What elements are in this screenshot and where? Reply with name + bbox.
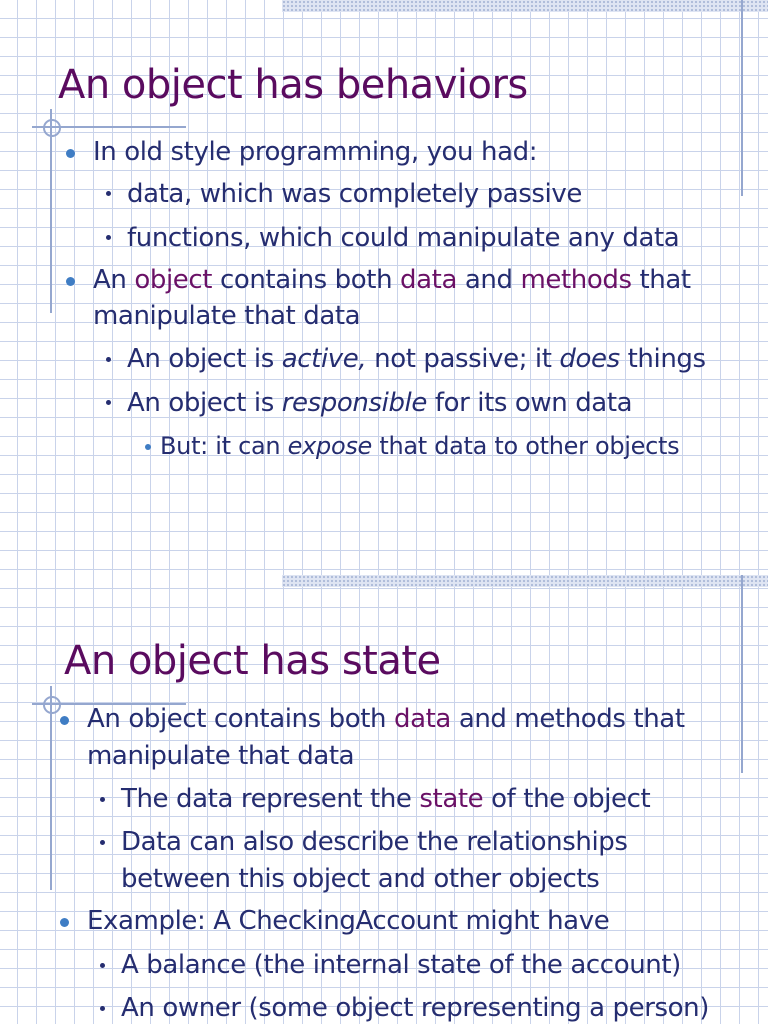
text-segment: and methods that: [450, 704, 685, 734]
slide-title: An object has behaviors: [58, 62, 528, 108]
slide-behaviors: [0, 0, 768, 510]
keyword-methods: methods: [520, 265, 632, 295]
sub-bullet-item: data, which was completely passive: [127, 179, 582, 209]
decorative-top-band: [282, 575, 768, 587]
sub-bullet-dot-icon: [106, 235, 111, 240]
sub-bullet-item: An owner (some object representing a person): [121, 993, 709, 1023]
bullet-dot-icon: [66, 277, 75, 286]
text-segment: But: it can: [160, 432, 288, 460]
sub-bullet-dot-icon: [100, 797, 105, 802]
sub-bullet-item: [121, 784, 650, 814]
sub-bullet-dot-icon: [100, 1006, 105, 1011]
bullet-dot-icon: [60, 716, 69, 725]
crosshair-icon: [40, 694, 62, 716]
text-segment: and: [456, 265, 521, 295]
text-segment: contains both: [212, 265, 401, 295]
decorative-top-band: [282, 0, 768, 12]
sub-bullet-item-continuation: between this object and other objects: [121, 864, 600, 894]
text-segment: An object contains both: [87, 704, 394, 734]
emphasis-responsible: responsible: [281, 388, 427, 418]
sub-bullet-item: Data can also describe the relationships: [121, 827, 628, 857]
text-segment: for its own data: [426, 388, 633, 418]
decorative-left-line: [50, 118, 52, 313]
keyword-data: data: [400, 265, 457, 295]
sub-bullet-item: functions, which could manipulate any data: [127, 223, 680, 253]
text-segment: An object is: [127, 344, 282, 374]
sub-bullet-dot-icon: [100, 840, 105, 845]
keyword-object: object: [134, 265, 213, 295]
text-segment: An object is: [127, 388, 282, 418]
text-segment: that: [631, 265, 691, 295]
keyword-state: state: [419, 784, 484, 814]
bullet-dot-icon: [66, 149, 75, 158]
sub-bullet-dot-icon: [100, 963, 105, 968]
crosshair-icon: [40, 117, 62, 139]
bullet-item-continuation: manipulate that data: [87, 741, 355, 771]
bullet-item-continuation: manipulate that data: [93, 301, 361, 331]
text-segment: of the object: [483, 784, 651, 814]
text-segment: The data represent the: [121, 784, 420, 814]
sub-bullet-item: A balance (the internal state of the account): [121, 950, 681, 980]
slide-title: An object has state: [64, 638, 441, 684]
sub-bullet-dot-icon: [106, 357, 111, 362]
decorative-left-line: [50, 695, 52, 890]
bullet-item: [87, 704, 685, 734]
sub-bullet-dot-icon: [106, 191, 111, 196]
bullet-item: Example: A CheckingAccount might have: [87, 906, 610, 936]
keyword-data: data: [393, 704, 451, 734]
emphasis-active: active,: [281, 344, 367, 374]
text-segment: An: [93, 265, 135, 295]
emphasis-does: does: [559, 344, 620, 374]
emphasis-expose: expose: [287, 432, 373, 460]
text-segment: that data to other objects: [372, 432, 680, 460]
slide-state: [0, 575, 768, 1024]
bullet-item: [93, 265, 691, 295]
bullet-item: In old style programming, you had:: [93, 137, 538, 167]
sub-bullet-dot-icon: [106, 400, 111, 405]
text-segment: things: [619, 344, 706, 374]
sub-sub-bullet-dot-icon: [145, 444, 151, 450]
sub-sub-bullet-item: [160, 432, 679, 460]
sub-bullet-item: [127, 388, 632, 418]
bullet-dot-icon: [60, 918, 69, 927]
decorative-vertical-line: [741, 575, 743, 773]
text-segment: not passive; it: [366, 344, 560, 374]
decorative-vertical-line: [741, 0, 743, 196]
sub-bullet-item: [127, 344, 706, 374]
